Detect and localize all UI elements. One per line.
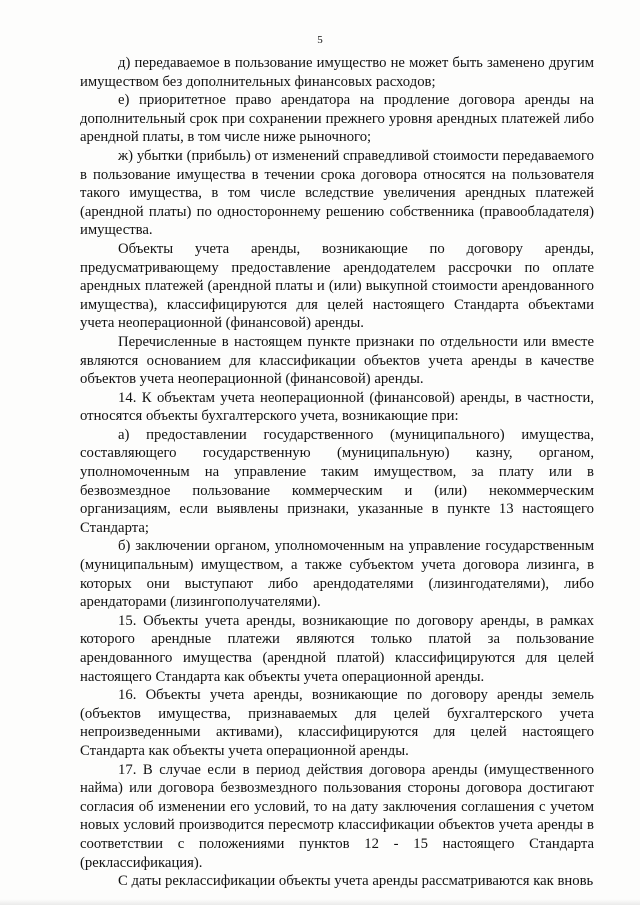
paragraph-clause-14: 14. К объектам учета неоперационной (финансовой) аренды, в частности, относятся объекты бухгалтерского учета, возникающие при:	[80, 389, 594, 425]
paragraph-clause-15: 15. Объекты учета аренды, возникающие по договору аренды, в рамках которого арендные платежи являются только платой за пользование арендованного имущества (арендной платой) классифицируются для целей настоящего Стандарта как объекты учета операционной аренды.	[80, 612, 594, 685]
document-body	[80, 54, 594, 891]
paragraph-installment-lease: Объекты учета аренды, возникающие по договору аренды, предусматривающему предоставление арендодателем рассрочки по оплате арендных платежей (арендной платы и (или) выкупной стоимости арендованного имущества), классифицируются для целей настоящего Стандарта объектами учета неоперационной (финансовой) аренды.	[80, 240, 594, 332]
paragraph-clause-14-a: а) предоставлении государственного (муниципального) имущества, составляющего государственную (муниципальную) казну, органом, уполномоченным на управление таким имуществом, за плату или в безвозмездное пользование коммерческим и (или) некоммерческим организациям, если выявлены признаки, указанные в пункте 13 настоящего Стандарта;	[80, 426, 594, 536]
page-number: 5	[317, 34, 323, 46]
paragraph-item-zh: ж) убытки (прибыль) от изменений справедливой стоимости передаваемого в пользование имущества в течении срока договора относятся на пользователя такого имущества, в том числе вследствие увеличения арендных платежей (арендной платы) по одностороннему решению собственника (правообладателя) имущества.	[80, 147, 594, 239]
paragraph-item-e: е) приоритетное право арендатора на продление договора аренды на дополнительный срок при сохранении прежнего уровня арендных платежей либо арендной платы, в том числе ниже рыночного;	[80, 92, 594, 146]
page-bottom-edge	[0, 899, 640, 905]
paragraph-clause-16: 16. Объекты учета аренды, возникающие по договору аренды земель (объектов имущества, признаваемых для целей бухгалтерского учета непроизведенными активами), классифицируются для целей настоящего Стандарта как объекты учета операционной аренды.	[80, 687, 594, 759]
paragraph-clause-14-b: б) заключении органом, уполномоченным на управление государственным (муниципальным) имуществом, а также субъектом учета договора лизинга, в которых они выступают либо арендодателями (лизингодателями), либо арендаторами (лизингополучателями).	[80, 538, 594, 611]
paragraph-clause-17: 17. В случае если в период действия договора аренды (имущественного найма) или договора безвозмездного пользования стороны договора достигают согласия об изменении его условий, то на дату заключения соглашения с учетом новых условий производится пересмотр классификации объектов учета аренды в соответствии с положениями пунктов 12 - 15 настоящего Стандарта (реклассификация).	[80, 761, 594, 871]
paragraph-criteria-summary: Перечисленные в настоящем пункте признаки по отдельности или вместе являются основанием для классификации объектов учета аренды в качестве объектов учета неоперационной (финансовой) аренды.	[80, 333, 594, 388]
paragraph-item-d: д) передаваемое в пользование имущество не может быть заменено другим имуществом без дополнительных финансовых расходов;	[80, 55, 594, 90]
paragraph-reclassification: С даты реклассификации объекты учета аренды рассматриваются как вновь	[118, 873, 594, 890]
